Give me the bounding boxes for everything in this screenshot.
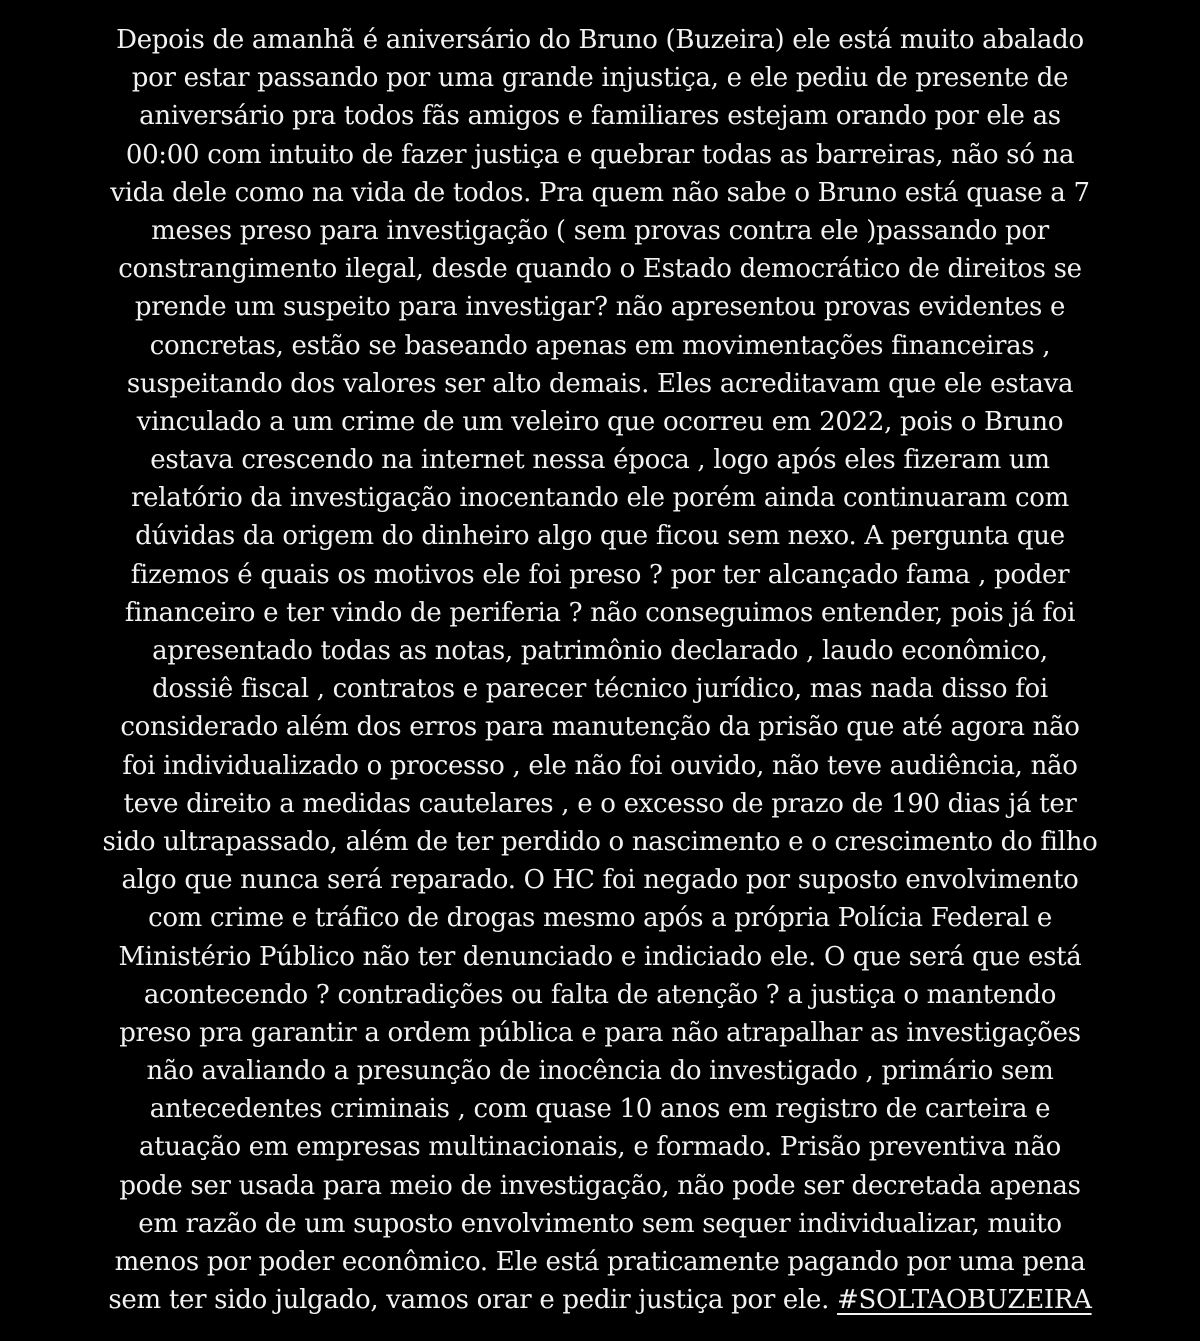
story-line: apresentado todas as notas, patrimônio declarado , laudo econômico,: [152, 636, 1048, 666]
hashtag-link[interactable]: #SOLTAOBUZEIRA: [837, 1285, 1092, 1316]
story-last-line-text: sem ter sido julgado, vamos orar e pedir justiça por ele.: [108, 1285, 838, 1316]
story-line: pode ser usada para meio de investigação, não pode ser decretada apenas: [119, 1170, 1081, 1201]
story-line: concretas, estão se baseando apenas em movimentações financeiras ,: [149, 330, 1051, 361]
story-line: com crime e tráfico de drogas mesmo após a própria Polícia Federal e: [148, 903, 1052, 934]
story-line: sido ultrapassado, além de ter perdido o nascimento e o crescimento do filho: [102, 826, 1098, 857]
story-line: vida dele como na vida de todos. Pra quem não sabe o Bruno está quase a 7: [110, 177, 1090, 208]
story-last-line: [20, 1281, 1180, 1319]
story-line: preso pra garantir a ordem pública e para não atrapalhar as investigações: [119, 1017, 1081, 1048]
story-line: antecedentes criminais , com quase 10 anos em registro de carteira e: [149, 1094, 1051, 1125]
story-line: financeiro e ter vindo de periferia ? não conseguimos entender, pois já foi: [124, 597, 1076, 628]
story-line: prende um suspeito para investigar? não apresentou provas evidentes e: [134, 292, 1066, 323]
story-line: relatório da investigação inocentando ele porém ainda continuaram com: [131, 483, 1069, 514]
story-line: foi individualizado o processo , ele não foi ouvido, não teve audiência, não: [122, 750, 1078, 781]
story-line: fizemos é quais os motivos ele foi preso ? por ter alcançado fama , poder: [130, 559, 1070, 590]
story-line: em razão de um suposto envolvimento sem sequer individualizar, muito: [138, 1208, 1062, 1239]
story-line: estava crescendo na internet nessa época , logo após eles fizeram um: [150, 445, 1050, 476]
story-line: atuação em empresas multinacionais, e formado. Prisão preventiva não: [139, 1132, 1061, 1163]
story-line: dossiê fiscal , contratos e parecer técnico jurídico, mas nada disso foi: [152, 674, 1048, 705]
story-line: teve direito a medidas cautelares , e o excesso de prazo de 190 dias já ter: [123, 788, 1077, 819]
story-line: por estar passando por uma grande injustiça, e ele pediu de presente de: [131, 63, 1069, 94]
story-line: menos por poder econômico. Ele está praticamente pagando por uma pena: [114, 1247, 1086, 1277]
story-line: não avaliando a presunção de inocência do investigado , primário sem: [146, 1056, 1054, 1087]
story-line: considerado além dos erros para manutenção da prisão que até agora não: [120, 712, 1080, 743]
story-line: constrangimento ilegal, desde quando o Estado democrático de direitos se: [118, 254, 1082, 285]
story-line: vinculado a um crime de um veleiro que ocorreu em 2022, pois o Bruno: [136, 406, 1064, 437]
story-line: dúvidas da origem do dinheiro algo que ficou sem nexo. A pergunta que: [135, 521, 1065, 552]
story-line: suspeitando dos valores ser alto demais. Eles acreditavam que ele estava: [126, 368, 1074, 399]
story-line: acontecendo ? contradições ou falta de atenção ? a justiça o mantendo: [143, 979, 1057, 1010]
story-line: aniversário pra todos fãs amigos e familiares estejam orando por ele as: [139, 101, 1061, 132]
story-line: Depois de amanhã é aniversário do Bruno (Buzeira) ele está muito abalado: [116, 25, 1084, 55]
story-line: meses preso para investigação ( sem provas contra ele )passando por: [151, 215, 1049, 246]
story-line: 00:00 com intuito de fazer justiça e quebrar todas as barreiras, não só na: [125, 139, 1075, 170]
story-line: Ministério Público não ter denunciado e indiciado ele. O que será que está: [118, 941, 1082, 972]
story-text-block: [20, 21, 1180, 1319]
story-line: algo que nunca será reparado. O HC foi negado por suposto envolvimento: [121, 865, 1079, 896]
